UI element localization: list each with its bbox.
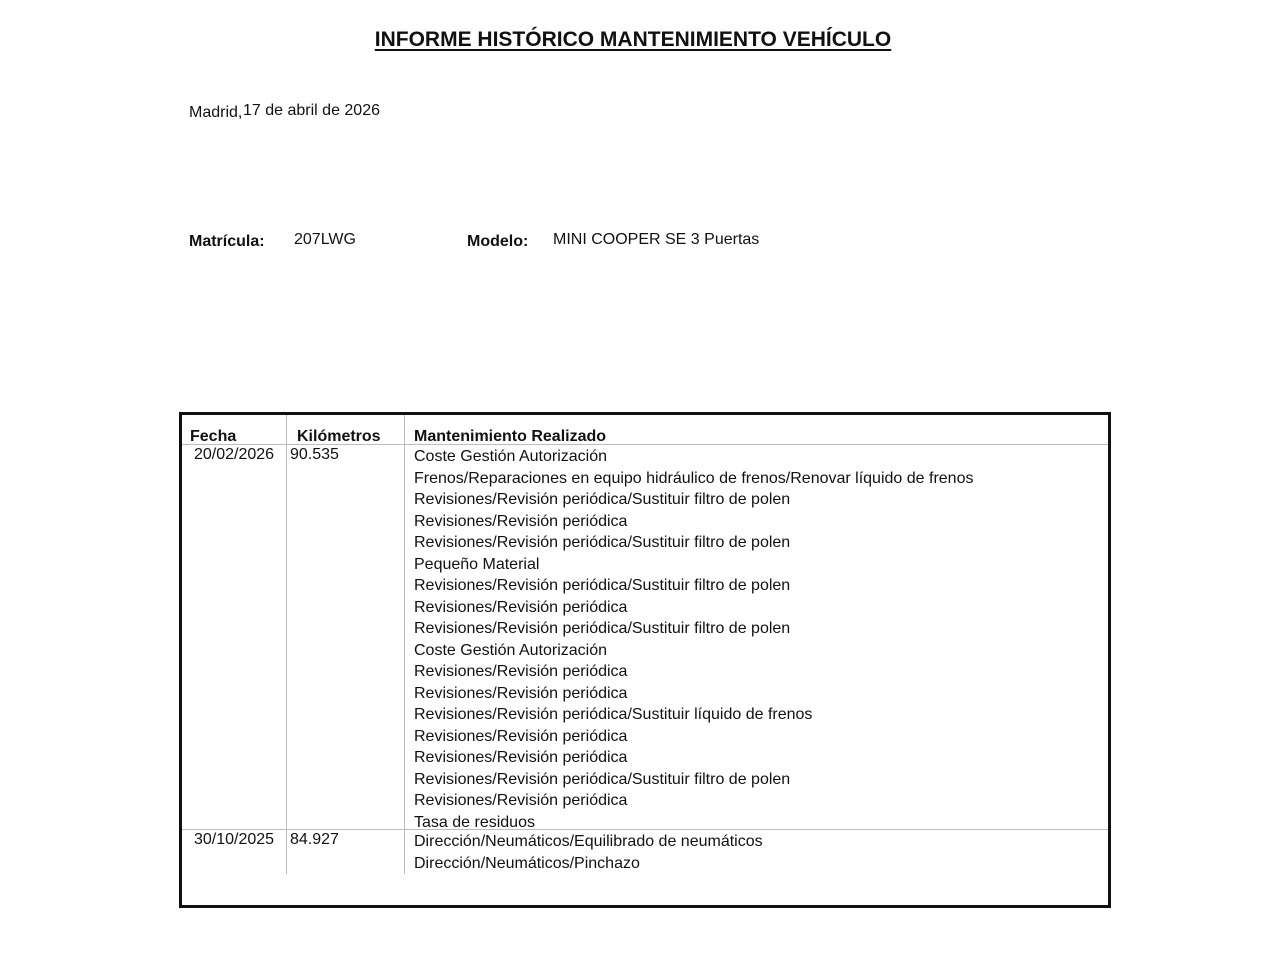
record-km: 90.535 <box>290 446 339 463</box>
model-label: Modelo: <box>467 233 529 250</box>
maintenance-list <box>414 446 973 833</box>
plate-value: 207LWG <box>294 231 356 248</box>
maintenance-item: Revisiones/Revisión periódica <box>414 727 628 745</box>
report-title: INFORME HISTÓRICO MANTENIMIENTO VEHÍCULO <box>374 28 892 51</box>
maintenance-item: Coste Gestión Autorización <box>414 448 607 465</box>
maintenance-item: Revisiones/Revisión periódica/Sustituir filtro de polen <box>414 770 791 788</box>
maintenance-item: Dirección/Neumáticos/Pinchazo <box>414 854 640 872</box>
maintenance-item: Revisiones/Revisión periódica <box>414 512 628 530</box>
model-value: MINI COOPER SE 3 Puertas <box>553 231 760 248</box>
maintenance-item: Revisiones/Revisión periódica/Sustituir líquido de frenos <box>414 706 813 723</box>
maintenance-item: Revisiones/Revisión periódica <box>414 598 628 616</box>
column-divider <box>404 415 405 874</box>
maintenance-item: Pequeño Material <box>414 555 540 573</box>
header-date: Fecha <box>190 428 237 445</box>
plate-label: Matrícula: <box>189 233 265 250</box>
report-place: Madrid, <box>189 104 243 121</box>
maintenance-item: Frenos/Reparaciones en equipo hidráulico de frenos/Renovar líquido de frenos <box>414 469 974 487</box>
maintenance-item: Dirección/Neumáticos/Equilibrado de neumáticos <box>414 833 763 850</box>
maintenance-item: Coste Gestión Autorización <box>414 641 607 659</box>
maintenance-item: Revisiones/Revisión periódica/Sustituir filtro de polen <box>414 620 791 637</box>
maintenance-item: Tasa de residuos <box>414 813 535 831</box>
header-km: Kilómetros <box>297 428 381 445</box>
maintenance-table <box>179 412 1111 908</box>
record-km: 84.927 <box>290 831 339 848</box>
maintenance-item: Revisiones/Revisión periódica <box>414 792 628 809</box>
header-maintenance: Mantenimiento Realizado <box>414 428 607 445</box>
record-date: 20/02/2026 <box>194 446 275 463</box>
column-divider <box>286 415 287 874</box>
maintenance-list <box>414 831 763 874</box>
maintenance-item: Revisiones/Revisión periódica/Sustituir filtro de polen <box>414 577 791 594</box>
maintenance-item: Revisiones/Revisión periódica <box>414 749 628 766</box>
record-date: 30/10/2025 <box>194 831 275 848</box>
maintenance-item: Revisiones/Revisión periódica <box>414 684 628 702</box>
maintenance-item: Revisiones/Revisión periódica/Sustituir filtro de polen <box>414 491 791 508</box>
report-date: 17 de abril de 2026 <box>243 102 380 119</box>
maintenance-item: Revisiones/Revisión periódica <box>414 663 628 680</box>
maintenance-item: Revisiones/Revisión periódica/Sustituir filtro de polen <box>414 534 791 551</box>
